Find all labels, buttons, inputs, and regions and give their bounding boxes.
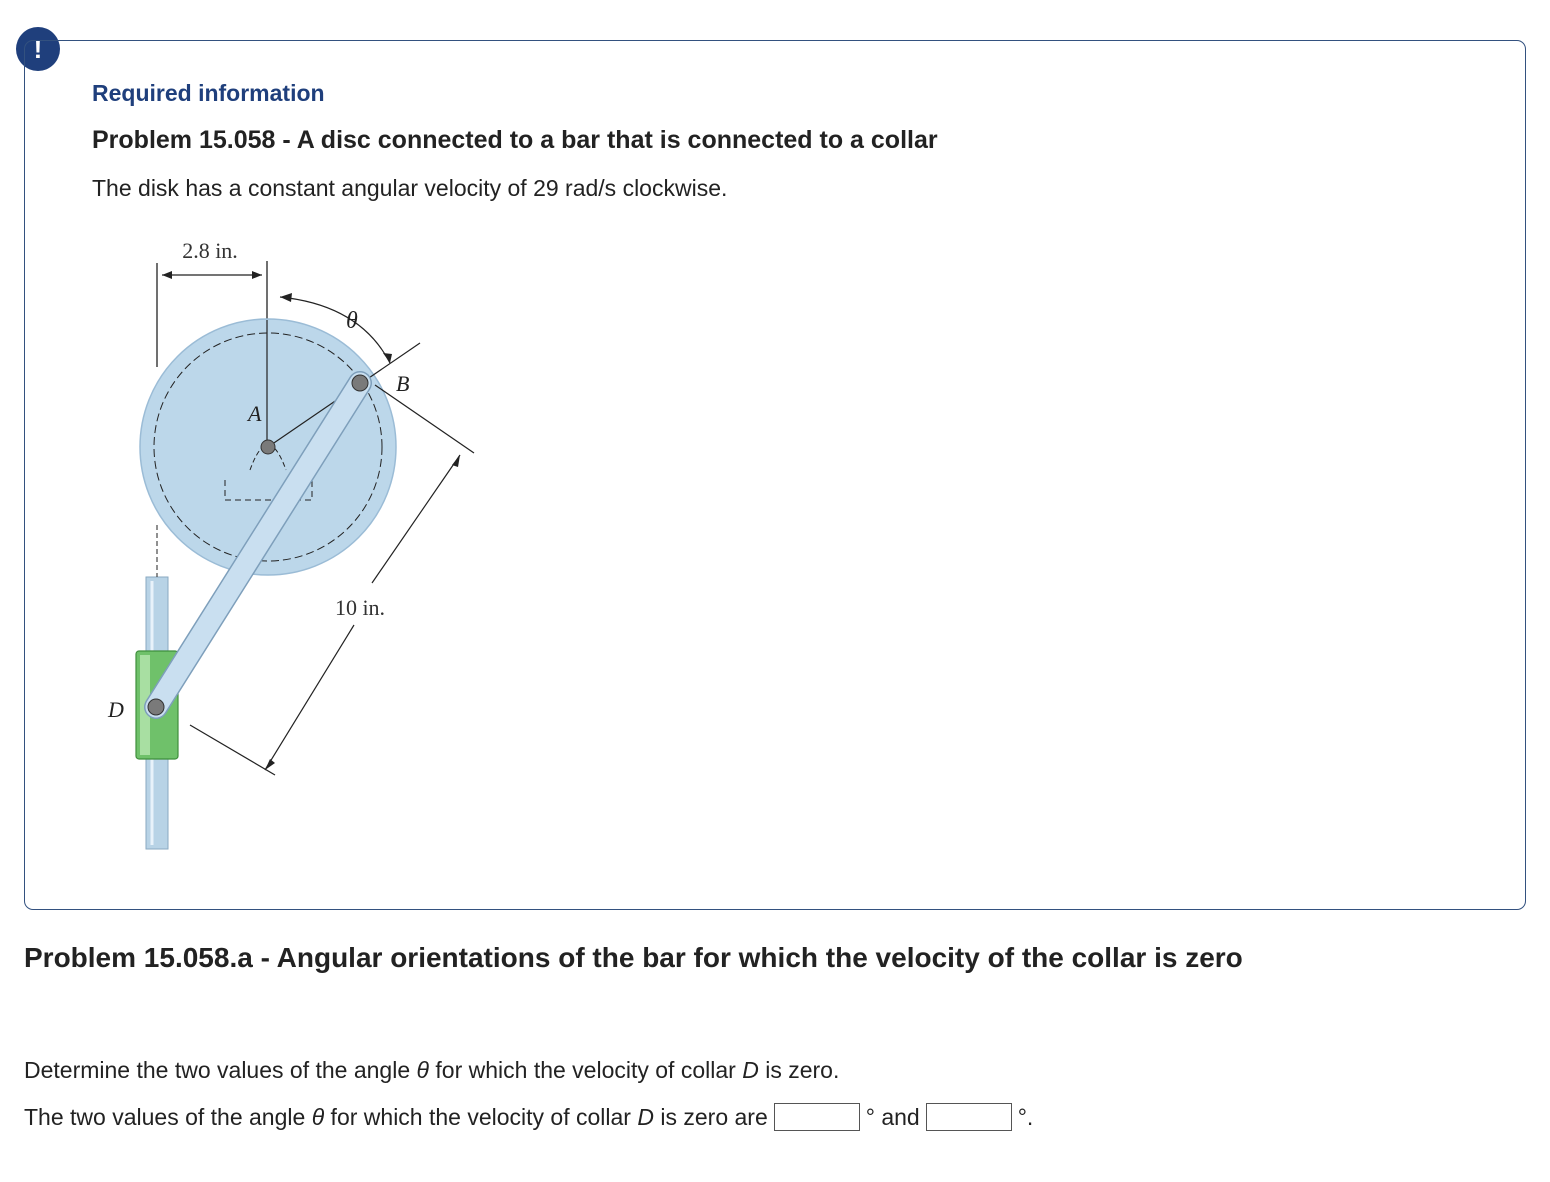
disk-bar-collar-figure — [100, 225, 490, 855]
dimension-label-top: 2.8 in. — [182, 238, 238, 263]
angle-input-2[interactable] — [926, 1103, 1012, 1131]
point-a-label: A — [248, 401, 262, 426]
problem-title: Problem 15.058 - A disc connected to a bar that is connected to a collar — [92, 126, 938, 154]
theta-label: θ — [346, 308, 358, 334]
problem-description: The disk has a constant angular velocity of 29 rad/s clockwise. — [92, 175, 728, 201]
pin-a — [261, 440, 275, 454]
question-text: Determine the two values of the angle θ for which the velocity of collar D is zero. — [24, 1057, 840, 1083]
point-d-label: D — [108, 697, 124, 722]
angle-input-1[interactable] — [774, 1103, 860, 1131]
pin-b — [352, 375, 368, 391]
required-info-heading: Required information — [92, 80, 325, 106]
dimension-label-bar: 10 in. — [334, 595, 386, 620]
part-a-title: Problem 15.058.a - Angular orientations of the bar for which the velocity of the collar is zero — [24, 942, 1243, 973]
answer-line: The two values of the angle θ for which the velocity of collar D is zero are ° and °. — [24, 1103, 1034, 1130]
exclamation-icon: ! — [16, 27, 60, 71]
pin-d — [148, 699, 164, 715]
point-b-label: B — [396, 371, 410, 396]
